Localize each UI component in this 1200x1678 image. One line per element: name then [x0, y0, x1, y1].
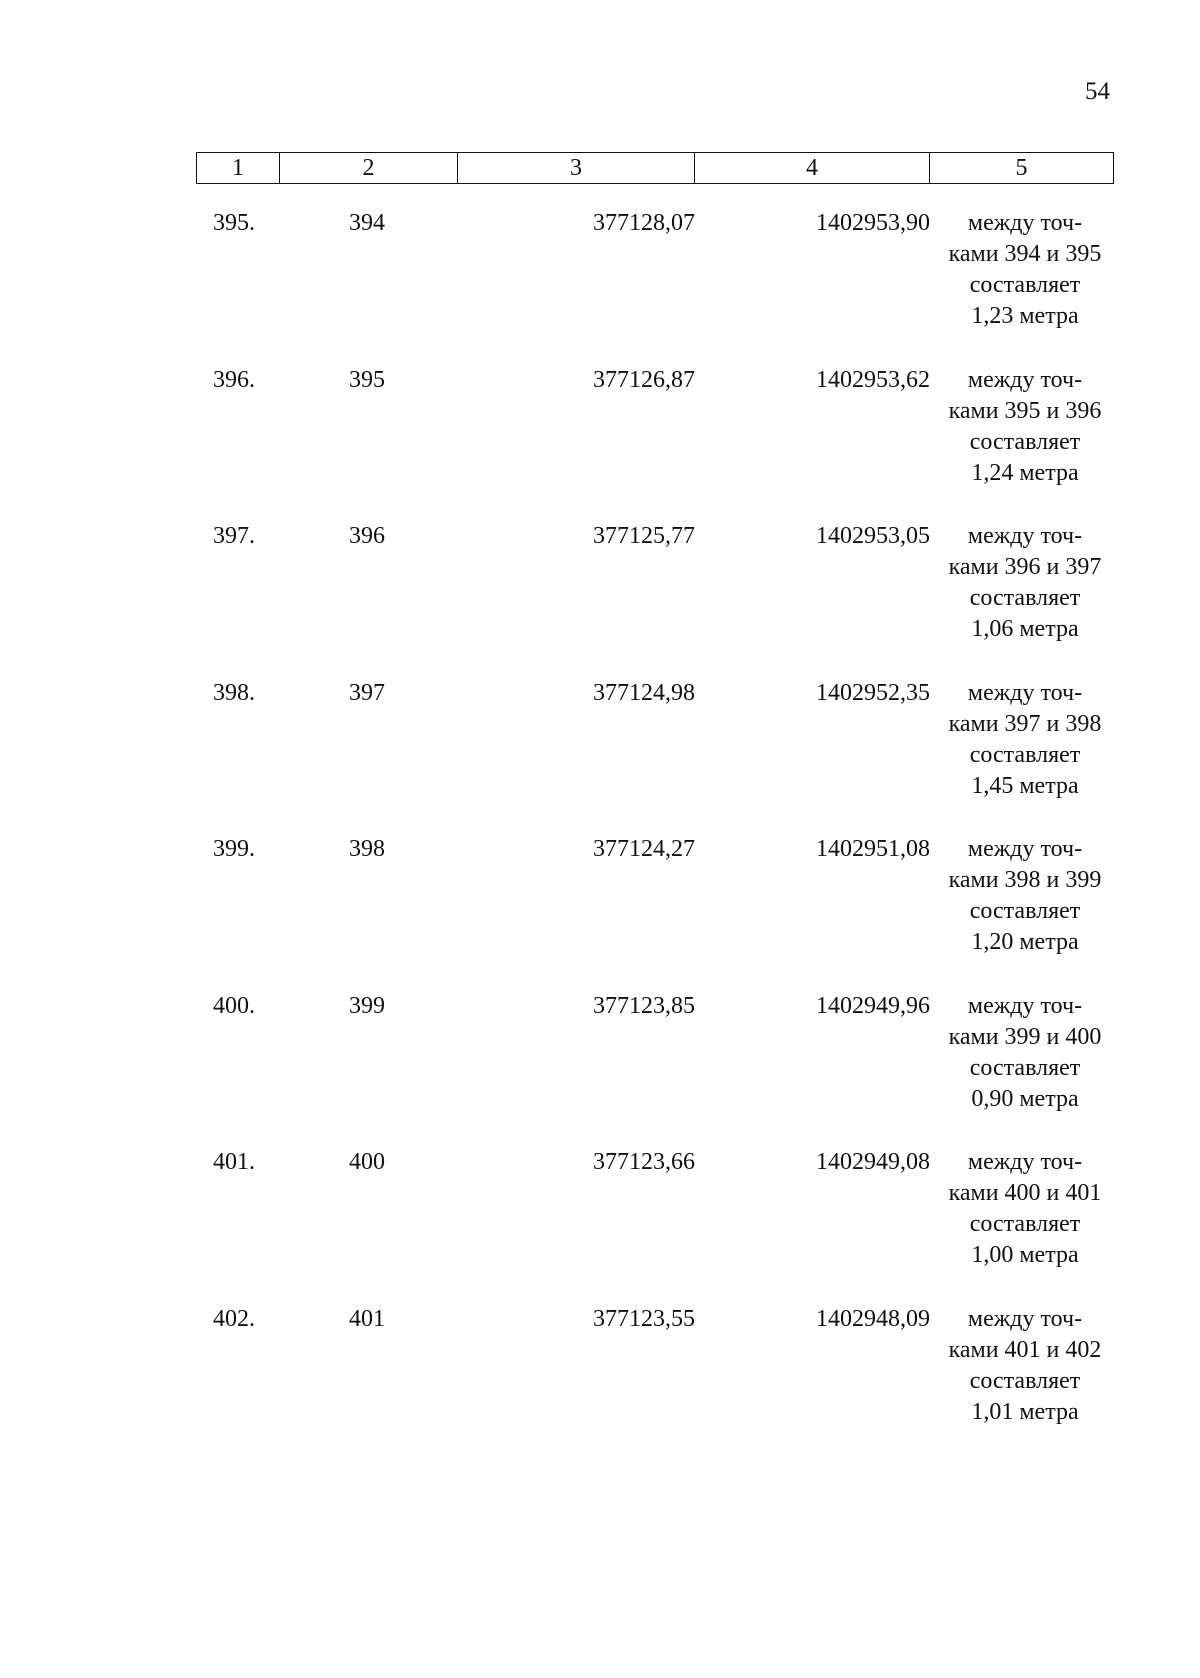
- distance-description: [935, 1147, 1115, 1271]
- table-row: [0, 678, 1200, 835]
- description-line: составляет: [969, 741, 1081, 768]
- coordinate-x: 377124,98: [593, 679, 695, 706]
- description-line: ками 401 и 402: [948, 1336, 1102, 1363]
- coordinate-y: 1402953,05: [816, 523, 930, 549]
- description-line: между точ-: [967, 523, 1083, 549]
- description-line: 1,01 метра: [971, 1398, 1079, 1425]
- table-body: [0, 208, 1200, 1460]
- previous-point: 399: [349, 992, 385, 1019]
- description-line: ками 400 и 401: [948, 1180, 1102, 1206]
- description-line: 1,20 метра: [971, 929, 1079, 955]
- coordinate-x: 377128,07: [593, 210, 695, 236]
- previous-point: 397: [349, 679, 385, 706]
- coordinate-y: 1402953,62: [816, 366, 930, 393]
- description-line: ками 397 и 398: [948, 710, 1102, 737]
- point-number: 396.: [213, 366, 255, 393]
- header-col-4: 4: [695, 153, 930, 183]
- table-row: [0, 1147, 1200, 1304]
- previous-point: 394: [349, 210, 385, 236]
- description-line: составляет: [969, 272, 1081, 298]
- point-number: 401.: [213, 1149, 255, 1175]
- coordinate-x: 377126,87: [593, 366, 695, 393]
- description-line: 1,06 метра: [971, 616, 1079, 642]
- distance-description: [935, 834, 1115, 958]
- description-line: составляет: [969, 1211, 1081, 1237]
- distance-description: [935, 208, 1115, 332]
- coordinate-x: 377125,77: [593, 523, 695, 549]
- description-line: составляет: [969, 1054, 1081, 1081]
- description-line: ками 395 и 396: [948, 397, 1102, 424]
- header-col-2: 2: [280, 153, 458, 183]
- description-line: составляет: [969, 428, 1081, 455]
- description-line: между точ-: [967, 679, 1083, 706]
- table-row: [0, 834, 1200, 991]
- description-line: между точ-: [967, 1305, 1083, 1332]
- description-line: между точ-: [967, 836, 1083, 862]
- point-number: 399.: [213, 836, 255, 862]
- previous-point: 395: [349, 366, 385, 393]
- coordinate-x: 377124,27: [593, 836, 695, 862]
- distance-description: [935, 521, 1115, 645]
- table-row: [0, 1304, 1200, 1461]
- coordinate-x: 377123,66: [593, 1149, 695, 1175]
- point-number: 400.: [213, 992, 255, 1019]
- point-number: 395.: [213, 210, 255, 236]
- description-line: между точ-: [967, 210, 1083, 236]
- header-col-1: 1: [197, 153, 280, 183]
- header-col-5: 5: [1015, 155, 1028, 181]
- table-row: [0, 365, 1200, 522]
- coordinate-x: 377123,85: [593, 992, 695, 1019]
- distance-description: [935, 1304, 1115, 1428]
- coordinate-y: 1402949,08: [816, 1149, 930, 1175]
- page-number: 54: [1085, 78, 1110, 105]
- description-line: 1,45 метра: [971, 772, 1079, 799]
- point-number: 402.: [213, 1305, 255, 1332]
- coordinate-y: 1402952,35: [816, 679, 930, 706]
- description-line: составляет: [969, 585, 1081, 611]
- description-line: 0,90 метра: [971, 1085, 1079, 1112]
- table-row: [0, 991, 1200, 1148]
- description-line: ками 394 и 395: [948, 241, 1102, 267]
- coordinate-y: 1402951,08: [816, 836, 930, 862]
- coordinate-y: 1402948,09: [816, 1305, 930, 1332]
- table-row: [0, 521, 1200, 678]
- description-line: между точ-: [967, 992, 1083, 1019]
- description-line: ками 399 и 400: [948, 1023, 1102, 1050]
- point-number: 397.: [213, 523, 255, 549]
- distance-description: [935, 365, 1115, 489]
- table-header: [196, 152, 1114, 184]
- coordinate-y: 1402949,96: [816, 992, 930, 1019]
- description-line: составляет: [969, 898, 1081, 924]
- previous-point: 398: [349, 836, 385, 862]
- description-line: 1,23 метра: [971, 303, 1079, 329]
- table-row: [0, 208, 1200, 365]
- description-line: между точ-: [967, 366, 1083, 393]
- description-line: 1,24 метра: [971, 459, 1079, 486]
- point-number: 398.: [213, 679, 255, 706]
- previous-point: 396: [349, 523, 385, 549]
- description-line: между точ-: [967, 1149, 1083, 1175]
- previous-point: 400: [349, 1149, 385, 1175]
- description-line: 1,00 метра: [971, 1242, 1079, 1268]
- distance-description: [935, 678, 1115, 802]
- header-col-3: 3: [458, 153, 695, 183]
- description-line: ками 396 и 397: [948, 554, 1102, 580]
- coordinate-x: 377123,55: [593, 1305, 695, 1332]
- description-line: ками 398 и 399: [948, 867, 1102, 893]
- coordinate-y: 1402953,90: [816, 210, 930, 236]
- previous-point: 401: [349, 1305, 385, 1332]
- description-line: составляет: [969, 1367, 1081, 1394]
- distance-description: [935, 991, 1115, 1115]
